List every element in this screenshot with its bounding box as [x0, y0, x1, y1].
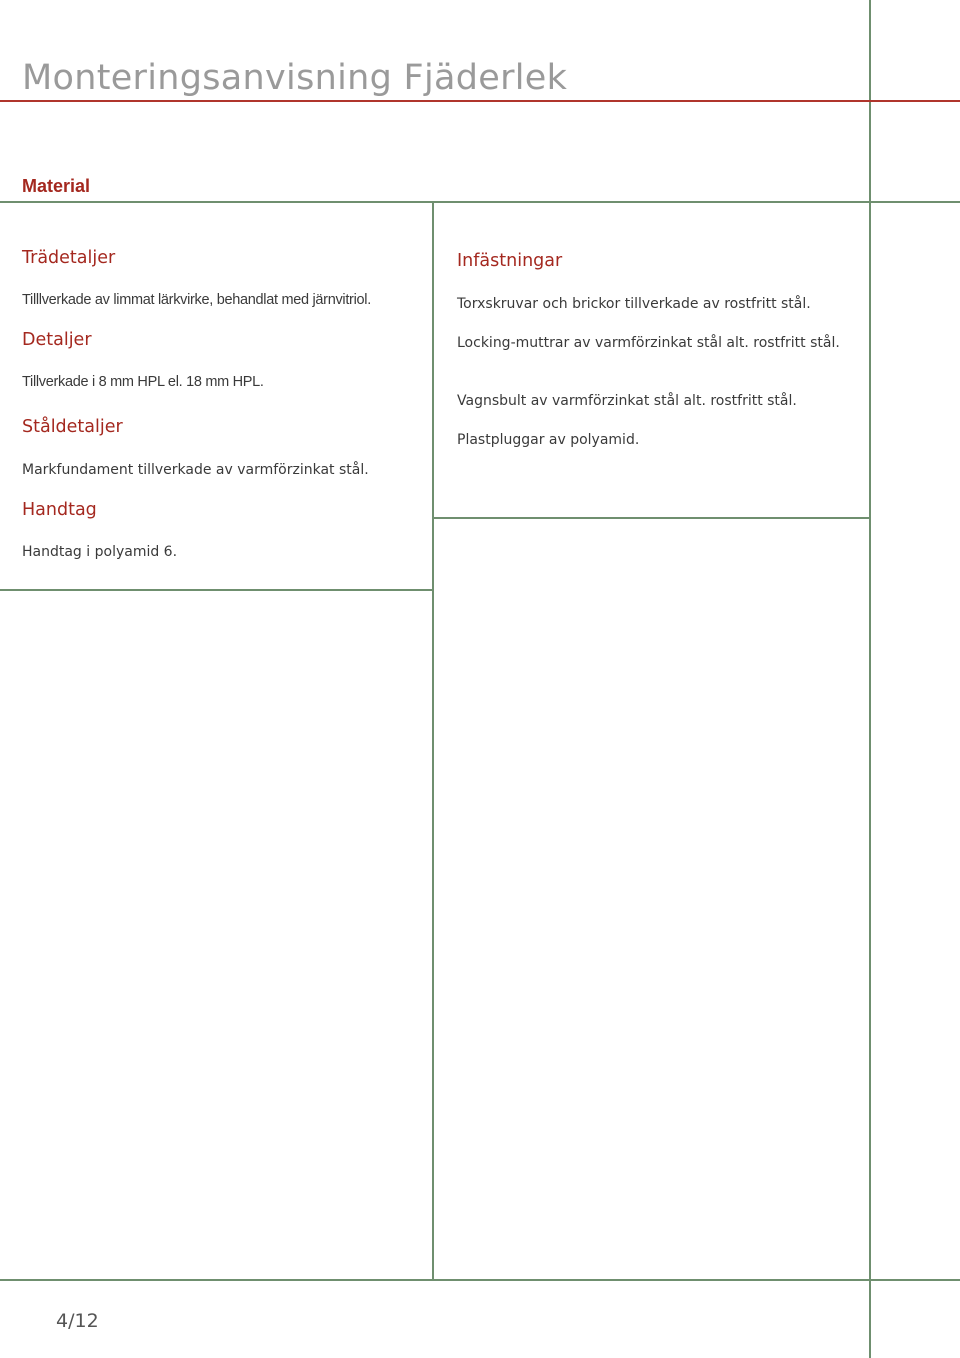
- text-detaljer: Tillverkade i 8 mm HPL el. 18 mm HPL.: [22, 374, 264, 390]
- text-handtag: Handtag i polyamid 6.: [22, 544, 178, 560]
- section-label: Material: [22, 176, 91, 196]
- text-infastning-4: Plastpluggar av polyamid.: [457, 432, 640, 448]
- vertical-rule-middle: [432, 201, 434, 1281]
- text-staldetaljer: Markfundament tillverkade av varmförzinkat stål.: [22, 462, 369, 478]
- text-infastning-3: Vagnsbult av varmförzinkat stål alt. rostfritt stål.: [457, 393, 797, 409]
- title-underline: [0, 100, 960, 102]
- heading-handtag: Handtag: [22, 500, 97, 520]
- horizontal-rule-material: [0, 201, 960, 203]
- heading-infastningar: Infästningar: [457, 251, 563, 271]
- heading-detaljer: Detaljer: [22, 330, 92, 350]
- page-title: Monteringsanvisning Fjäderlek: [22, 58, 568, 98]
- heading-tradetaljer: Trädetaljer: [22, 248, 116, 268]
- text-tradetaljer: Tilllverkade av limmat lärkvirke, behandlat med järnvitriol.: [22, 292, 371, 308]
- horizontal-rule-right-box: [432, 517, 871, 519]
- heading-staldetaljer: Ståldetaljer: [22, 417, 123, 437]
- text-infastning-2: Locking-muttrar av varmförzinkat stål alt. rostfritt stål.: [457, 335, 840, 351]
- horizontal-rule-footer: [0, 1279, 960, 1281]
- page-number: 4/12: [56, 1310, 99, 1332]
- text-infastning-1: Torxskruvar och brickor tillverkade av rostfritt stål.: [457, 296, 811, 312]
- vertical-rule-right: [869, 0, 871, 1358]
- horizontal-rule-left-box: [0, 589, 434, 591]
